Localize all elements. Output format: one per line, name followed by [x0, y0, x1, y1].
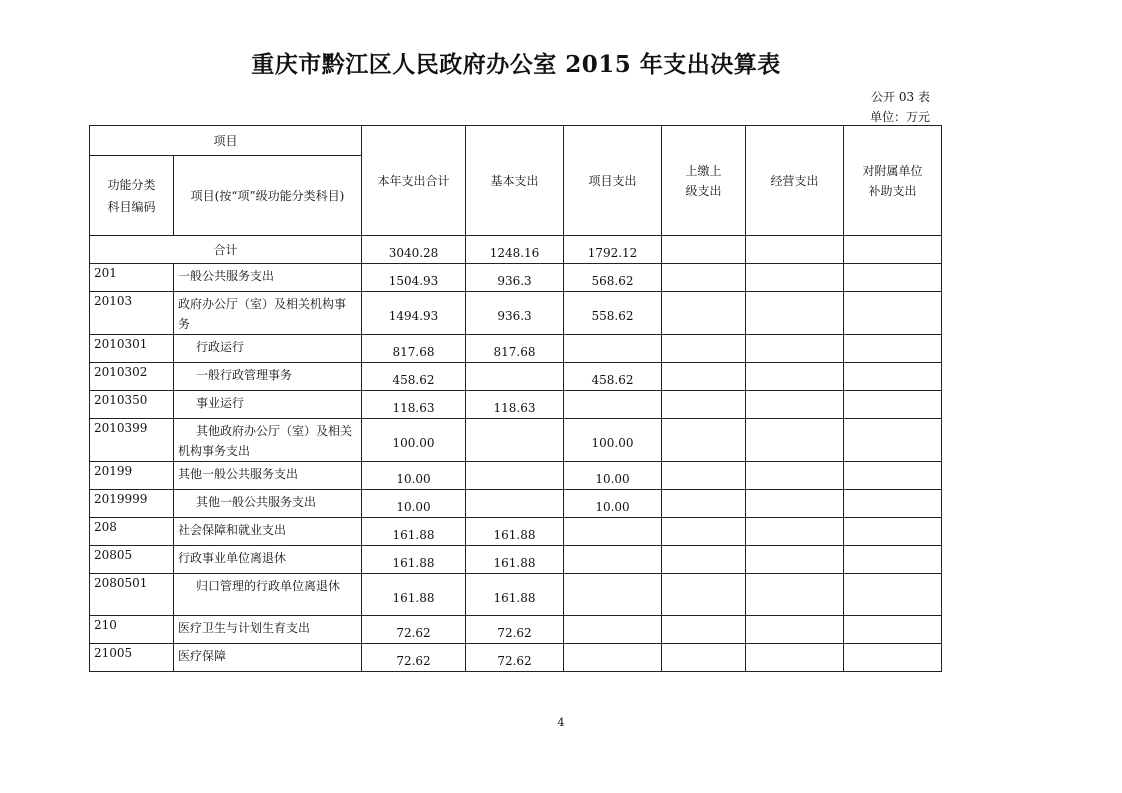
row-total-value: 1494.93: [388, 309, 439, 323]
row-basic-value: 936.3: [497, 309, 532, 323]
total-sum: [362, 236, 466, 264]
row-business: [746, 518, 844, 546]
table-row: [90, 616, 942, 644]
row-basic-value: 161.88: [493, 527, 536, 542]
row-basic-value: 161.88: [493, 555, 536, 570]
header-subsidy: [844, 126, 942, 236]
row-basic: [466, 518, 564, 546]
row-subsidy: [844, 574, 942, 616]
total-subsidy: [844, 236, 942, 264]
row-basic: [466, 644, 564, 672]
row-business: [746, 335, 844, 363]
row-project: [564, 292, 662, 335]
header-subsidy-text: 对附属单位补助支出: [862, 163, 923, 198]
row-business: [746, 490, 844, 518]
row-total: [362, 335, 466, 363]
row-total: [362, 518, 466, 546]
row-code: 2010350: [90, 391, 174, 419]
row-total-value: 1504.93: [388, 273, 439, 288]
row-code: 20199: [90, 462, 174, 490]
header-total: 本年支出合计: [362, 126, 466, 236]
row-total-value: 161.88: [392, 555, 435, 570]
header-name-text: 项目(按“项”级功能分类科目): [190, 188, 345, 203]
table-row: [90, 518, 942, 546]
row-code: 2019999: [90, 490, 174, 518]
row-project: [564, 546, 662, 574]
row-subsidy: [844, 546, 942, 574]
row-basic-value: 936.3: [497, 273, 532, 288]
row-upper: [662, 490, 746, 518]
row-total-value: 161.88: [392, 527, 435, 542]
row-total: [362, 490, 466, 518]
table-row: [90, 644, 942, 672]
total-basic-value: 1248.16: [489, 245, 540, 260]
header-name: [174, 156, 362, 236]
row-upper: [662, 292, 746, 335]
row-basic: [466, 264, 564, 292]
row-total-value: 817.68: [392, 344, 435, 359]
total-project-value: 1792.12: [587, 245, 638, 260]
row-basic: [466, 363, 564, 391]
row-name: 一般公共服务支出: [174, 264, 362, 292]
header-basic: 基本支出: [466, 126, 564, 236]
table-number: 公开 03 表: [871, 90, 930, 104]
row-project: [564, 363, 662, 391]
table-row: [90, 490, 942, 518]
row-upper: [662, 419, 746, 462]
row-business: [746, 616, 844, 644]
row-name: 其他政府办公厅（室）及相关机构事务支出: [174, 419, 362, 462]
row-upper: [662, 644, 746, 672]
row-subsidy: [844, 518, 942, 546]
table-row: [90, 574, 942, 616]
total-basic: [466, 236, 564, 264]
row-code: 208: [90, 518, 174, 546]
row-subsidy: [844, 391, 942, 419]
row-total: [362, 574, 466, 616]
row-total: [362, 391, 466, 419]
row-basic-value: 72.62: [497, 625, 532, 640]
row-upper: [662, 264, 746, 292]
row-project: [564, 419, 662, 462]
row-total-value: 118.63: [392, 400, 435, 415]
row-project: [564, 518, 662, 546]
row-project-value: 100.00: [591, 436, 634, 450]
header-business: 经营支出: [746, 126, 844, 236]
row-code: 2080501: [90, 574, 174, 616]
row-basic-value: 817.68: [493, 344, 536, 359]
table-row: [90, 264, 942, 292]
row-subsidy: [844, 264, 942, 292]
row-project: [564, 490, 662, 518]
row-total-value: 72.62: [396, 625, 431, 640]
row-project: [564, 264, 662, 292]
table-body: [90, 264, 942, 672]
row-basic-value: 72.62: [497, 653, 532, 668]
row-subsidy: [844, 644, 942, 672]
header-code: [90, 156, 174, 236]
table-row: [90, 419, 942, 462]
table-row: [90, 292, 942, 335]
row-subsidy: [844, 363, 942, 391]
row-project-value: 558.62: [591, 309, 634, 323]
row-code: 2010399: [90, 419, 174, 462]
row-business: [746, 292, 844, 335]
table-row: [90, 335, 942, 363]
row-code: 2010301: [90, 335, 174, 363]
row-business: [746, 462, 844, 490]
table-row: [90, 363, 942, 391]
row-upper: [662, 546, 746, 574]
table-row: [90, 462, 942, 490]
row-name: 其他一般公共服务支出: [174, 490, 362, 518]
row-name: 政府办公厅（室）及相关机构事务: [174, 292, 362, 335]
row-project: [564, 462, 662, 490]
total-project: [564, 236, 662, 264]
page-title: 重庆市黔江区人民政府办公室 2015 年支出决算表: [251, 51, 781, 78]
page-number: 4: [557, 716, 565, 729]
unit-label: 单位：万元: [869, 110, 930, 124]
row-upper: [662, 574, 746, 616]
row-project-value: 458.62: [591, 372, 634, 387]
row-project-value: 10.00: [595, 499, 630, 514]
row-business: [746, 363, 844, 391]
row-total: [362, 363, 466, 391]
row-upper: [662, 335, 746, 363]
row-basic: [466, 391, 564, 419]
row-total-value: 10.00: [396, 471, 431, 486]
row-name: 医疗卫生与计划生育支出: [174, 616, 362, 644]
row-basic: [466, 490, 564, 518]
row-business: [746, 419, 844, 462]
row-upper: [662, 616, 746, 644]
row-project: [564, 644, 662, 672]
row-basic: [466, 616, 564, 644]
row-total-value: 100.00: [392, 436, 435, 450]
header-project-expenditure: 项目支出: [564, 126, 662, 236]
table-row: [90, 546, 942, 574]
row-basic: [466, 419, 564, 462]
row-basic: [466, 462, 564, 490]
row-basic: [466, 292, 564, 335]
row-subsidy: [844, 335, 942, 363]
row-name: 其他一般公共服务支出: [174, 462, 362, 490]
total-label: 合计: [90, 236, 362, 264]
row-name: 事业运行: [174, 391, 362, 419]
row-total-value: 10.00: [396, 499, 431, 514]
header-upper: [662, 126, 746, 236]
row-subsidy: [844, 419, 942, 462]
row-business: [746, 644, 844, 672]
row-subsidy: [844, 462, 942, 490]
row-name: 归口管理的行政单位离退休: [174, 574, 362, 616]
row-project-value: 10.00: [595, 471, 630, 486]
row-total: [362, 546, 466, 574]
row-project: [564, 391, 662, 419]
row-subsidy: [844, 490, 942, 518]
row-basic-value: 118.63: [493, 400, 536, 415]
row-total-value: 458.62: [392, 372, 435, 387]
row-business: [746, 574, 844, 616]
row-business: [746, 264, 844, 292]
row-project: [564, 335, 662, 363]
row-basic: [466, 335, 564, 363]
row-basic: [466, 574, 564, 616]
row-code: 20805: [90, 546, 174, 574]
row-name: 一般行政管理事务: [174, 363, 362, 391]
total-sum-value: 3040.28: [388, 245, 439, 260]
row-total: [362, 292, 466, 335]
row-total-value: 161.88: [392, 590, 435, 605]
row-subsidy: [844, 616, 942, 644]
row-total: [362, 264, 466, 292]
total-business: [746, 236, 844, 264]
row-project: [564, 574, 662, 616]
row-code: 20103: [90, 292, 174, 335]
row-basic-value: 161.88: [493, 590, 536, 605]
header-project: 项目: [90, 126, 362, 156]
row-name: 行政运行: [174, 335, 362, 363]
row-code: 210: [90, 616, 174, 644]
header-upper-text: 上缴上级支出: [685, 163, 722, 198]
row-code: 201: [90, 264, 174, 292]
row-business: [746, 391, 844, 419]
row-name: 医疗保障: [174, 644, 362, 672]
row-subsidy: [844, 292, 942, 335]
row-total: [362, 616, 466, 644]
row-total-value: 72.62: [396, 653, 431, 668]
row-basic: [466, 546, 564, 574]
table-row: [90, 391, 942, 419]
row-upper: [662, 518, 746, 546]
row-project-value: 568.62: [591, 273, 634, 288]
header-code-text: 功能分类科目编码: [107, 177, 156, 214]
row-upper: [662, 462, 746, 490]
row-name: 行政事业单位离退休: [174, 546, 362, 574]
row-code: 21005: [90, 644, 174, 672]
row-code: 2010302: [90, 363, 174, 391]
row-total: [362, 644, 466, 672]
row-name: 社会保障和就业支出: [174, 518, 362, 546]
row-total: [362, 419, 466, 462]
row-business: [746, 546, 844, 574]
row-project: [564, 616, 662, 644]
row-upper: [662, 363, 746, 391]
expenditure-table: [89, 125, 942, 672]
total-upper: [662, 236, 746, 264]
row-upper: [662, 391, 746, 419]
table-row-total: [90, 236, 942, 264]
row-total: [362, 462, 466, 490]
